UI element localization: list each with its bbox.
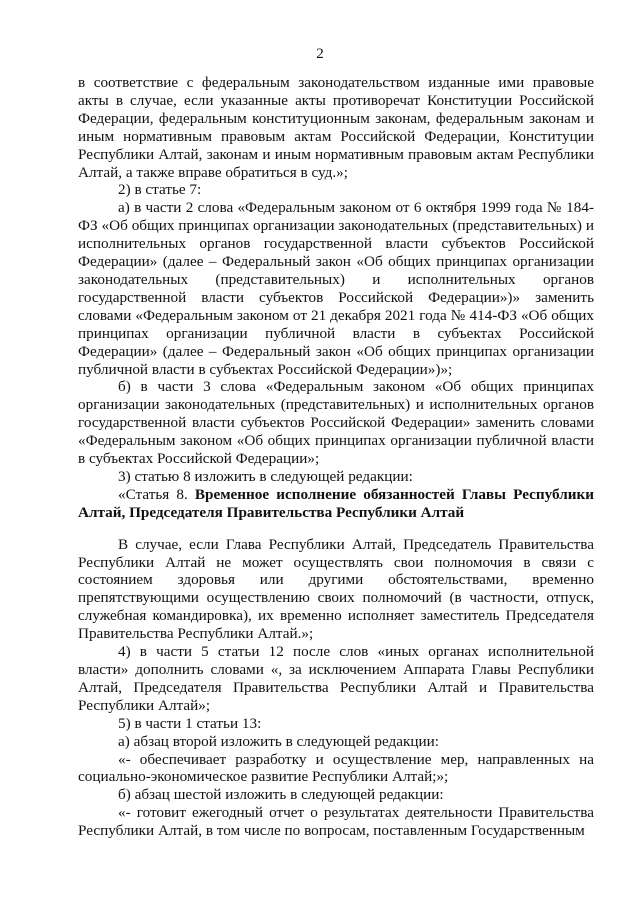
article-8-heading	[78, 486, 594, 522]
paragraph-item-5b: б) абзац шестой изложить в следующей редакции:	[118, 786, 444, 804]
paragraph-continuation: в соответствие с федеральным законодательством изданные ими правовые акты в случае, если указанные акты противоречат Конституции Российской Федерации, федеральным конституционным законам, федеральным законам и иным нормативным правовым актам Российской Федерации, Конституции Республики Алтай, законам и иным нормативным правовым актам Республики Алтай, а также вправе обратиться в суд.»;	[78, 74, 594, 181]
document-body	[78, 74, 594, 840]
paragraph-item-3: 3) статью 8 изложить в следующей редакции:	[118, 467, 413, 485]
paragraph-item-5: 5) в части 1 статьи 13:	[118, 714, 262, 732]
paragraph-item-5a: а) абзац второй изложить в следующей редакции:	[118, 732, 440, 750]
paragraph-item-2: 2) в статье 7:	[118, 181, 202, 199]
page-number: 2	[316, 46, 324, 62]
paragraph-item-5a-text: «- обеспечивает разработку и осуществление мер, направленных на социально-экономическое развитие Республики Алтай;»;	[78, 750, 594, 786]
paragraph-item-2a: а) в части 2 слова «Федеральным законом от 6 октября 1999 года № 184-ФЗ «Об общих принципах организации законодательных (представительных) и исполнительных органов государственной власти субъектов Российской Федерации» (далее – Федеральный закон «Об общих принципах организации законодательных (представительных) и исполнительных органов государственной власти субъектов Российской Федерации»)» заменить словами «Федеральным законом от 21 декабря 2021 года № 414-ФЗ «Об общих принципах организации публичной власти в субъектах Российской Федерации» (далее – Федеральный закон «Об общих принципах организации публичной власти в субъектах Российской Федерации»)»;	[78, 199, 594, 378]
paragraph-item-5b-text: «- готовит ежегодный отчет о результатах деятельности Правительства Республики Алтай, в том числе по вопросам, поставленным Государственным	[78, 804, 594, 840]
article-8-title: Временное исполнение обязанностей Главы Республики Алтай, Председателя Правительства Республики Алтай	[78, 485, 594, 521]
paragraph-item-4: 4) в части 5 статьи 12 после слов «иных органах исполнительной власти» дополнить словами «, за исключением Аппарата Главы Республики Алтай, Председателя Правительства Республики Алтай и Правительства Республики Алтай»;	[78, 643, 594, 714]
paragraph-item-2b: б) в части 3 слова «Федеральным законом «Об общих принципах организации законодательных (представительных) и исполнительных органов государственной власти субъектов Российской Федерации» заменить словами «Федеральным законом «Об общих принципах организации публичной власти в субъектах Российской Федерации»;	[78, 378, 594, 468]
article-8-body: В случае, если Глава Республики Алтай, Председатель Правительства Республики Алтай не может осуществлять свои полномочия в связи с состоянием здоровья или другими обстоятельствами, временно препятствующими осуществлению своих полномочий (в частности, отпуск, служебная командировка), их временно исполняет заместитель Председателя Правительства Республики Алтай.»;	[78, 535, 594, 643]
article-8-prefix: «Статья 8.	[118, 485, 195, 503]
